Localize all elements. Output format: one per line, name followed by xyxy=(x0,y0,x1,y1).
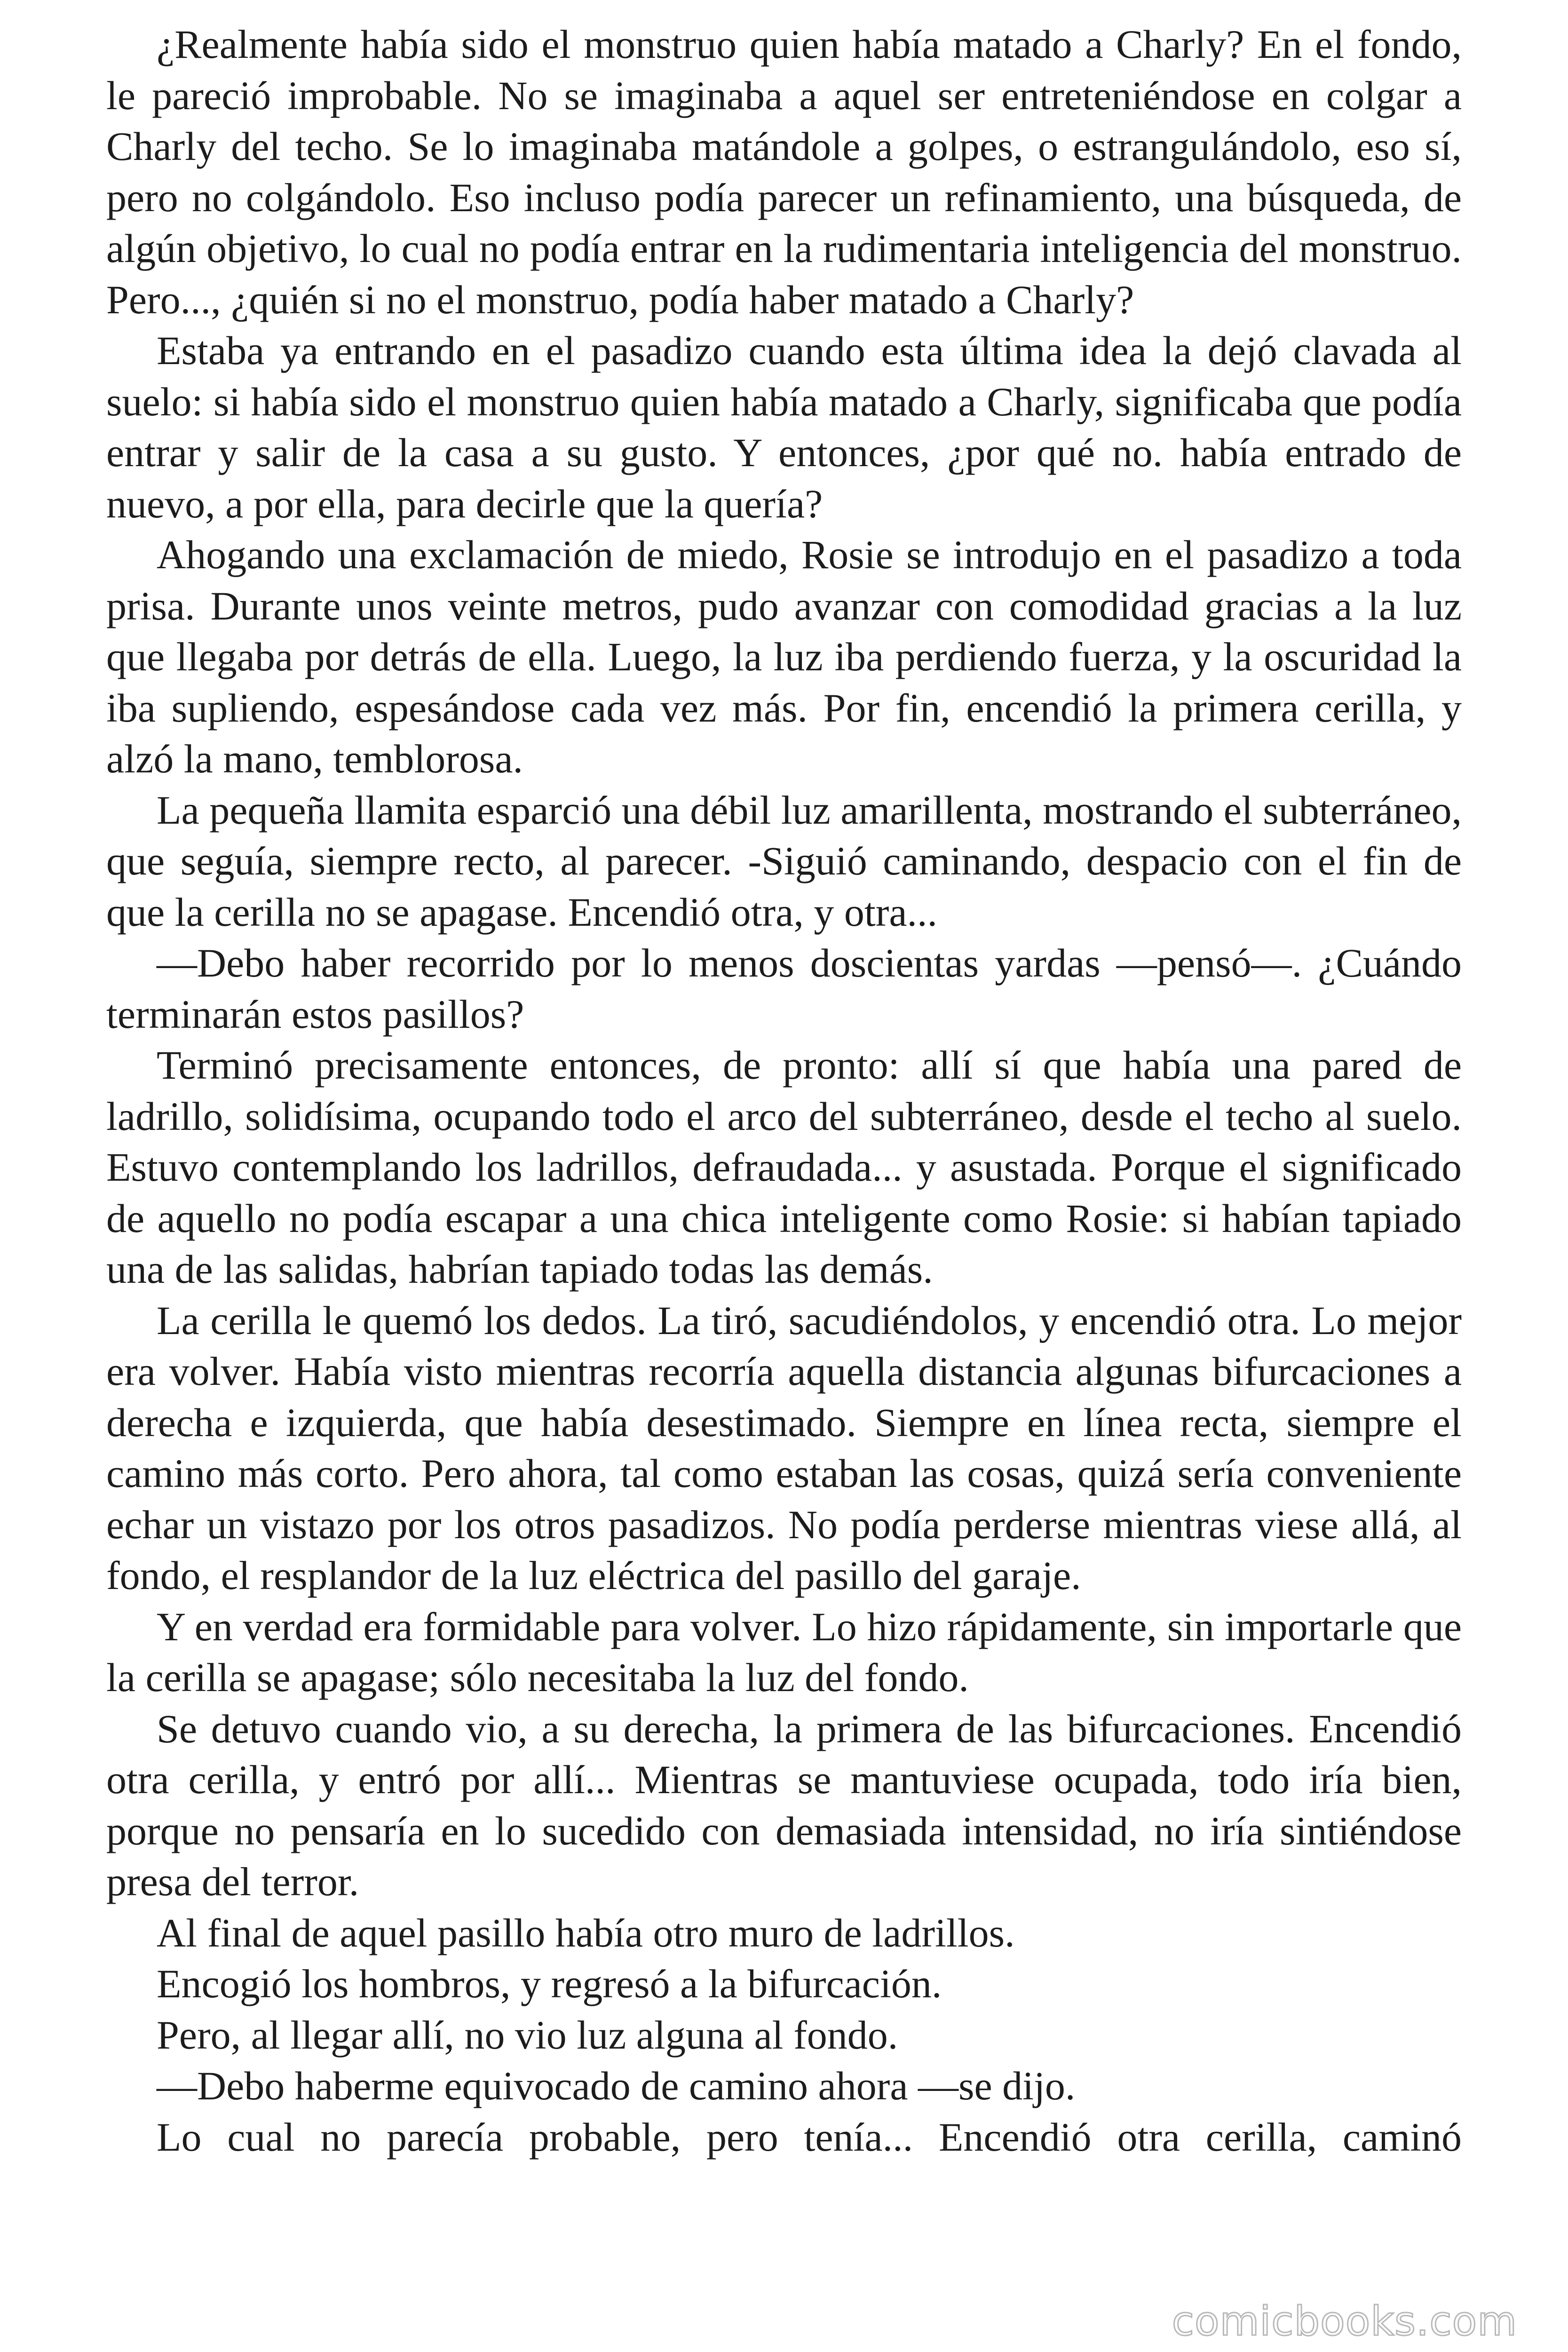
paragraph: Estaba ya entrando en el pasadizo cuando esta última idea la dejó clavada al suelo: si había sido el monstruo quien había matado a Charly, significaba que podía entrar y salir de la casa a su gusto. Y entonces, ¿por qué no. había entrado de nuevo, a por ella, para decirle que la quería? xyxy=(106,328,1462,526)
watermark: comicbooks.com xyxy=(1172,2298,1517,2345)
paragraph-continued: Lo cual no parecía probable, pero tenía... Encendió otra cerilla, caminó xyxy=(157,2114,1462,2160)
paragraph: Terminó precisamente entonces, de pronto: allí sí que había una pared de ladrillo, solidísima, ocupando todo el arco del subterráneo, desde el techo al suelo. Estuvo contemplando los ladrillos, defraudada... y asustada. Porque el significado de aquello no podía escapar a una chica inteligente como Rosie: si habían tapiado una de las salidas, habrían tapiado todas las demás. xyxy=(106,1042,1462,1292)
paragraph: Se detuvo cuando vio, a su derecha, la primera de las bifurcaciones. Encendió otra cerilla, y entró por allí... Mientras se mantuviese ocupada, todo iría bien, porque no pensaría en lo sucedido con demasiada intensidad, no iría sintiéndose presa del terror. xyxy=(106,1706,1462,1904)
paragraph: La pequeña llamita esparció una débil luz amarillenta, mostrando el subterráneo, que seguía, siempre recto, al parecer. -Siguió caminando, despacio con el fin de que la cerilla no se apagase. Encendió otra, y otra... xyxy=(106,787,1462,935)
paragraph: Al final de aquel pasillo había otro muro de ladrillos. xyxy=(157,1910,1015,1955)
paragraph: La cerilla le quemó los dedos. La tiró, sacudiéndolos, y encendió otra. Lo mejor era volver. Había visto mientras recorría aquella distancia algunas bifurcaciones a derecha e izquierda, que había desestimado. Siempre en línea recta, siempre el camino más corto. Pero ahora, tal como estaban las cosas, quizá sería conveniente echar un vistazo por los otros pasadizos. No podía perderse mientras viese allá, al fondo, el resplandor de la luz eléctrica del pasillo del garaje. xyxy=(106,1297,1462,1598)
paragraph: —Debo haberme equivocado de camino ahora —se dijo. xyxy=(157,2063,1076,2108)
book-page xyxy=(106,19,1462,2162)
paragraph: Ahogando una exclamación de miedo, Rosie se introdujo en el pasadizo a toda prisa. Durante unos veinte metros, pudo avanzar con comodidad gracias a la luz que llegaba por detrás de ella. Luego, la luz iba perdiendo fuerza, y la oscuridad la iba supliendo, espesándose cada vez más. Por fin, encendió la primera cerilla, y alzó la mano, temblorosa. xyxy=(106,532,1462,781)
paragraph: Encogió los hombros, y regresó a la bifurcación. xyxy=(157,1961,942,2006)
paragraph: Y en verdad era formidable para volver. Lo hizo rápidamente, sin importarle que la cerilla se apagase; sólo necesitaba la luz del fondo. xyxy=(106,1604,1462,1700)
paragraph: Pero, al llegar allí, no vio luz alguna al fondo. xyxy=(157,2012,898,2058)
paragraph: ¿Realmente había sido el monstruo quien había matado a Charly? En el fondo, le pareció improbable. No se imaginaba a aquel ser entreteniéndose en colgar a Charly del techo. Se lo imaginaba matándole a golpes, o estrangulándolo, eso sí, pero no colgándolo. Eso incluso podía parecer un refinamiento, una búsqueda, de algún objetivo, lo cual no podía entrar en la rudimentaria inteligencia del monstruo. Pero..., ¿quién si no el monstruo, podía haber matado a Charly? xyxy=(106,22,1462,322)
paragraph: —Debo haber recorrido por lo menos doscientas yardas —pensó—. ¿Cuándo terminarán estos pasillos? xyxy=(106,940,1462,1037)
